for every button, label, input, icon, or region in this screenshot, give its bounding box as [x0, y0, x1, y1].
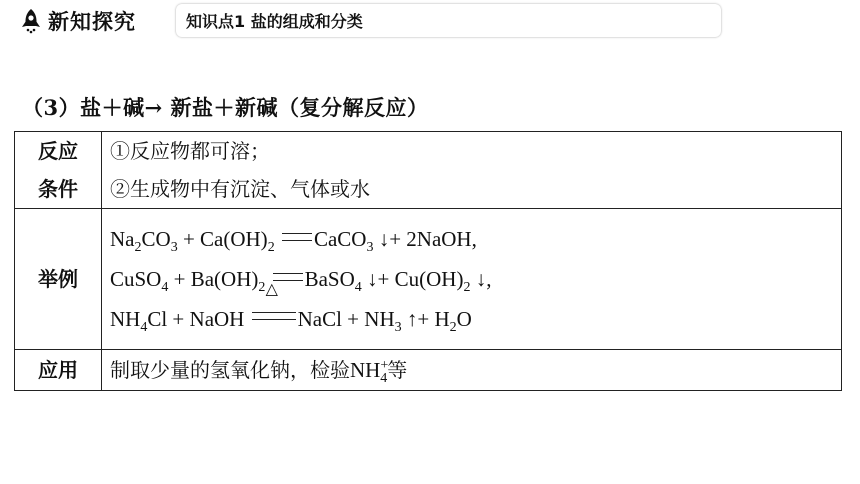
- table-row-conditions: [15, 132, 842, 209]
- section-title: 新知探究: [48, 9, 136, 34]
- examples-content: [102, 209, 842, 350]
- equation-2: CuSO$_4$ + $Ba(OH)_2$ BaSO$_4$ ↓+ $Cu(OH)_2$ ↓,: [110, 267, 492, 295]
- equation-3: $NH_4Cl$ + NaOH △ NaCl + $NH_3$ ↑+ $H_2O$: [110, 279, 472, 335]
- application-content: [102, 350, 842, 391]
- table-row-examples: [15, 209, 842, 350]
- rocket-icon: [20, 8, 42, 34]
- equals-sign: [282, 233, 312, 241]
- subtitle: （3）盐＋碱→ 新盐＋新碱（复分解反应）: [22, 95, 429, 120]
- condition-item-2: ②生成物中有沉淀、气体或水: [110, 177, 370, 201]
- condition-item-1: ①反应物都可溶；: [110, 139, 270, 163]
- conditions-content: [102, 132, 842, 209]
- conditions-label: [15, 132, 102, 209]
- section-header: [20, 4, 136, 38]
- topic-title: 知识点1 盐的组成和分类: [186, 12, 363, 31]
- heat-triangle: △: [265, 279, 278, 298]
- conditions-label-line1: 反应: [38, 139, 78, 163]
- conditions-label-line2: 条件: [38, 177, 78, 201]
- topic-box: [176, 4, 721, 37]
- knowledge-table: [14, 131, 842, 391]
- application-text: 制取少量的氢氧化钠，检验$NH^+_4$等: [110, 358, 408, 386]
- heating-equals-sign: [252, 279, 296, 321]
- application-label: 应用: [15, 350, 102, 391]
- examples-label: 举例: [15, 209, 102, 350]
- table-row-application: [15, 350, 842, 391]
- equation-1: $Na_2CO_3 + Ca(OH)_2$ CaCO$_3$ ↓+ 2NaOH,: [110, 227, 477, 255]
